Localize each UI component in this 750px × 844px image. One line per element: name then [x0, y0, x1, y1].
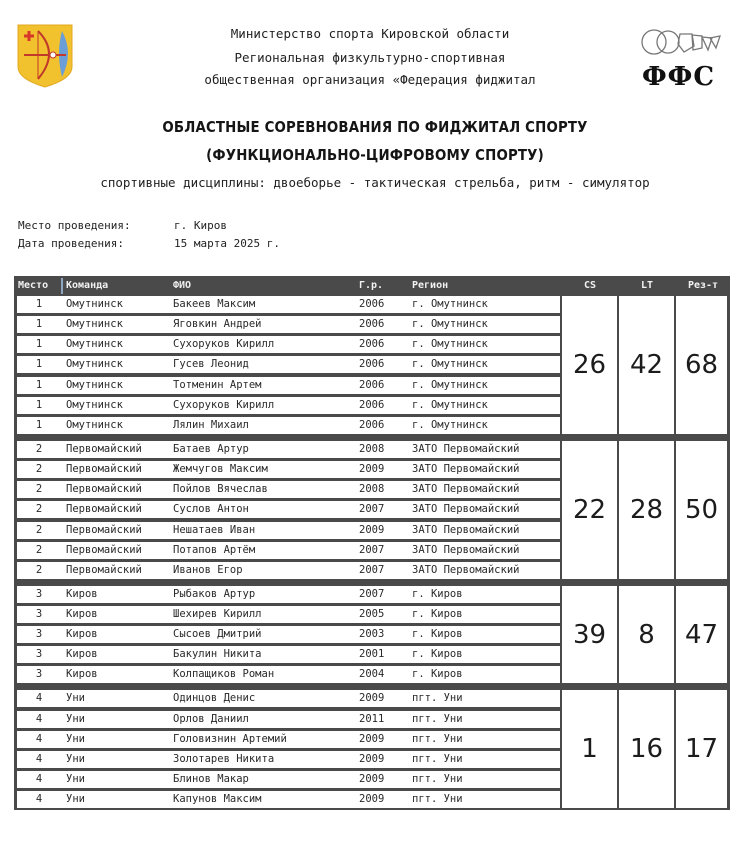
- table-row: [17, 336, 560, 353]
- region-cell: г. Омутнинск: [412, 318, 488, 331]
- team-cell: Уни: [66, 752, 85, 765]
- fio-cell: Суслов Антон: [173, 503, 249, 516]
- fio-cell: Сухоруков Кирилл: [173, 338, 275, 351]
- fio-cell: Лялин Михаил: [173, 418, 249, 431]
- birth-year-cell: 2001: [359, 648, 385, 661]
- table-row: [17, 690, 560, 707]
- lt-score: 42: [619, 296, 674, 434]
- team-cell: Омутнинск: [66, 378, 123, 391]
- cs-score: 26: [562, 296, 617, 434]
- place-cell: 2: [35, 483, 43, 496]
- region-cell: г. Киров: [412, 628, 463, 641]
- place-cell: 4: [35, 732, 43, 745]
- birth-year-cell: 2006: [359, 338, 385, 351]
- region-cell: г. Киров: [412, 668, 463, 681]
- column-separator: [61, 278, 63, 294]
- date-row: [18, 237, 280, 250]
- team-cell: Киров: [66, 607, 98, 620]
- column-header-cs: CS: [583, 280, 597, 291]
- place-cell: 3: [35, 587, 43, 600]
- region-cell: г. Омутнинск: [412, 298, 488, 310]
- table-row: [17, 731, 560, 748]
- region-cell: ЗАТО Первомайский: [412, 503, 520, 516]
- region-cell: пгт. Уни: [412, 793, 463, 806]
- place-cell: 4: [35, 752, 43, 765]
- place-cell: 2: [35, 543, 43, 556]
- team-cell: Первомайский: [66, 503, 142, 516]
- place-cell: 3: [35, 607, 43, 620]
- kirov-coat-of-arms-icon: [16, 23, 74, 89]
- table-row: [17, 666, 560, 683]
- fio-cell: Иванов Егор: [173, 563, 243, 576]
- place-cell: 2: [35, 523, 43, 536]
- fio-cell: Тотменин Артем: [173, 378, 262, 391]
- birth-year-cell: 2006: [359, 378, 385, 391]
- results-table: [14, 276, 730, 810]
- lt-score: 16: [619, 690, 674, 808]
- birth-year-cell: 2007: [359, 587, 385, 600]
- birth-year-cell: 2006: [359, 398, 385, 411]
- birth-year-cell: 2009: [359, 752, 385, 765]
- date-label: Дата проведения:: [18, 237, 124, 250]
- team-cell: Первомайский: [66, 563, 142, 576]
- table-row: [17, 501, 560, 518]
- region-cell: г. Омутнинск: [412, 358, 488, 371]
- table-row: [17, 562, 560, 579]
- birth-year-cell: 2005: [359, 607, 385, 620]
- team-cell: Уни: [66, 732, 85, 745]
- place-cell: 2: [35, 503, 43, 516]
- region-cell: пгт. Уни: [412, 732, 463, 745]
- birth-year-cell: 2009: [359, 463, 385, 476]
- fio-cell: Золотарев Никита: [173, 752, 275, 765]
- place-cell: 1: [35, 418, 43, 431]
- team-cell: Омутнинск: [66, 318, 123, 331]
- place-cell: 3: [35, 668, 43, 681]
- ffs-logo-icon: [636, 26, 732, 60]
- team-cell: Омутнинск: [66, 358, 123, 371]
- column-header-team: Команда: [66, 280, 109, 291]
- page-title-line-1: ОБЛАСТНЫЕ СОРЕВНОВАНИЯ ПО ФИДЖИТАЛ СПОРТУ: [162, 118, 588, 136]
- birth-year-cell: 2006: [359, 418, 385, 431]
- birth-year-cell: 2008: [359, 442, 385, 455]
- fio-cell: Рыбаков Артур: [173, 587, 256, 600]
- fio-cell: Капунов Максим: [173, 793, 262, 806]
- team-cell: Уни: [66, 773, 85, 785]
- place-cell: 2: [35, 463, 43, 476]
- team-cell: Киров: [66, 668, 98, 681]
- place-cell: 2: [35, 563, 43, 576]
- region-cell: г. Омутнинск: [412, 378, 488, 391]
- venue-label: Место проведения:: [18, 219, 131, 232]
- birth-year-cell: 2004: [359, 668, 385, 681]
- table-row: [17, 316, 560, 333]
- table-row: [17, 377, 560, 394]
- team-cell: Первомайский: [66, 523, 142, 536]
- column-header-region: Регион: [412, 280, 449, 291]
- region-cell: пгт. Уни: [412, 773, 463, 785]
- date-value: 15 марта 2025 г.: [174, 237, 280, 250]
- team-cell: Первомайский: [66, 463, 142, 476]
- birth-year-cell: 2006: [359, 298, 385, 310]
- table-row: [17, 771, 560, 788]
- column-header-place: Место: [18, 280, 49, 291]
- team-cell: Омутнинск: [66, 418, 123, 431]
- place-cell: 2: [35, 442, 43, 455]
- team-cell: Киров: [66, 648, 98, 661]
- column-header-birth-year: Г.р.: [359, 280, 384, 291]
- disciplines-subtitle: спортивные дисциплины: двоеборье - тактическая стрельба, ритм - симулятор: [100, 175, 650, 190]
- ffs-logo-text: ФФС: [642, 62, 716, 92]
- place-cell: 1: [35, 378, 43, 391]
- region-cell: г. Киров: [412, 607, 463, 620]
- birth-year-cell: 2009: [359, 692, 385, 705]
- region-cell: г. Омутнинск: [412, 398, 488, 411]
- cs-score: 22: [562, 441, 617, 579]
- place-cell: 1: [35, 398, 43, 411]
- fio-cell: Одинцов Денис: [173, 692, 256, 705]
- fio-cell: Потапов Артём: [173, 543, 256, 556]
- birth-year-cell: 2007: [359, 563, 385, 576]
- region-cell: г. Омутнинск: [412, 338, 488, 351]
- cs-score: 39: [562, 586, 617, 684]
- place-cell: 4: [35, 793, 43, 806]
- table-row: [17, 481, 560, 498]
- place-cell: 3: [35, 648, 43, 661]
- region-cell: пгт. Уни: [412, 752, 463, 765]
- region-cell: ЗАТО Первомайский: [412, 563, 520, 576]
- place-cell: 1: [35, 358, 43, 371]
- place-cell: 3: [35, 628, 43, 641]
- table-row: [17, 441, 560, 458]
- table-row: [17, 461, 560, 478]
- birth-year-cell: 2003: [359, 628, 385, 641]
- fio-cell: Колпащиков Роман: [173, 668, 275, 681]
- venue-value: г. Киров: [174, 219, 227, 232]
- region-cell: г. Киров: [412, 648, 463, 661]
- fio-cell: Яговкин Андрей: [173, 318, 262, 331]
- team-cell: Первомайский: [66, 442, 142, 455]
- team-cell: Первомайский: [66, 543, 142, 556]
- birth-year-cell: 2006: [359, 318, 385, 331]
- table-row: [17, 356, 560, 373]
- team-cell: Омутнинск: [66, 398, 123, 411]
- total-score: 17: [676, 690, 727, 808]
- team-cell: Уни: [66, 793, 85, 806]
- fio-cell: Блинов Макар: [173, 773, 249, 785]
- team-cell: Омутнинск: [66, 298, 123, 310]
- ffs-logo: [636, 26, 732, 96]
- column-header-fio: ФИО: [173, 280, 192, 291]
- region-cell: ЗАТО Первомайский: [412, 523, 520, 536]
- place-cell: 4: [35, 773, 43, 785]
- team-cell: Уни: [66, 712, 85, 725]
- place-cell: 1: [35, 318, 43, 331]
- place-cell: 1: [35, 338, 43, 351]
- birth-year-cell: 2009: [359, 793, 385, 806]
- place-cell: 4: [35, 712, 43, 725]
- region-cell: ЗАТО Первомайский: [412, 442, 520, 455]
- region-cell: ЗАТО Первомайский: [412, 483, 520, 496]
- table-row: [17, 522, 560, 539]
- total-score: 50: [676, 441, 727, 579]
- fio-cell: Нешатаев Иван: [173, 523, 256, 536]
- org-line-2: Региональная физкультурно-спортивная: [234, 50, 506, 65]
- team-cell: Киров: [66, 628, 98, 641]
- place-cell: 4: [35, 692, 43, 705]
- table-row: [17, 296, 560, 313]
- column-header-lt: LT: [640, 280, 654, 291]
- table-row: [17, 711, 560, 728]
- table-row: [17, 606, 560, 623]
- column-header-total: Рез-т: [687, 280, 719, 291]
- table-row: [17, 417, 560, 434]
- fio-cell: Сысоев Дмитрий: [173, 628, 262, 641]
- birth-year-cell: 2011: [359, 712, 385, 725]
- team-cell: Омутнинск: [66, 338, 123, 351]
- table-row: [17, 542, 560, 559]
- org-line-1: Министерство спорта Кировской области: [230, 26, 510, 41]
- fio-cell: Батаев Артур: [173, 442, 249, 455]
- fio-cell: Сухоруков Кирилл: [173, 398, 275, 411]
- birth-year-cell: 2009: [359, 732, 385, 745]
- fio-cell: Шехирев Кирилл: [173, 607, 262, 620]
- birth-year-cell: 2007: [359, 503, 385, 516]
- team-cell: Киров: [66, 587, 98, 600]
- fio-cell: Головизнин Артемий: [173, 732, 287, 745]
- total-score: 68: [676, 296, 727, 434]
- fio-cell: Орлов Даниил: [173, 712, 249, 725]
- region-cell: г. Омутнинск: [412, 418, 488, 431]
- region-cell: пгт. Уни: [412, 692, 463, 705]
- birth-year-cell: 2009: [359, 523, 385, 536]
- table-row: [17, 646, 560, 663]
- table-row: [17, 586, 560, 603]
- place-cell: 1: [35, 298, 43, 310]
- fio-cell: Гусев Леонид: [173, 358, 249, 371]
- birth-year-cell: 2009: [359, 773, 385, 785]
- birth-year-cell: 2006: [359, 358, 385, 371]
- fio-cell: Бакеев Максим: [173, 298, 256, 310]
- table-row: [17, 751, 560, 768]
- table-row: [17, 397, 560, 414]
- page-title-line-2: (ФУНКЦИОНАЛЬНО-ЦИФРОВОМУ СПОРТУ): [206, 146, 544, 164]
- birth-year-cell: 2008: [359, 483, 385, 496]
- birth-year-cell: 2007: [359, 543, 385, 556]
- fio-cell: Пойлов Вячеслав: [173, 483, 268, 496]
- region-cell: пгт. Уни: [412, 712, 463, 725]
- org-line-3: общественная организация «Федерация фиджитал: [204, 72, 536, 87]
- venue-row: [18, 219, 227, 232]
- region-cell: ЗАТО Первомайский: [412, 543, 520, 556]
- team-cell: Уни: [66, 692, 85, 705]
- table-row: [17, 626, 560, 643]
- region-cell: ЗАТО Первомайский: [412, 463, 520, 476]
- fio-cell: Жемчугов Максим: [173, 463, 268, 476]
- total-score: 47: [676, 586, 727, 684]
- cs-score: 1: [562, 690, 617, 808]
- lt-score: 28: [619, 441, 674, 579]
- fio-cell: Бакулин Никита: [173, 648, 262, 661]
- lt-score: 8: [619, 586, 674, 684]
- region-cell: г. Киров: [412, 587, 463, 600]
- team-cell: Первомайский: [66, 483, 142, 496]
- table-row: [17, 791, 560, 808]
